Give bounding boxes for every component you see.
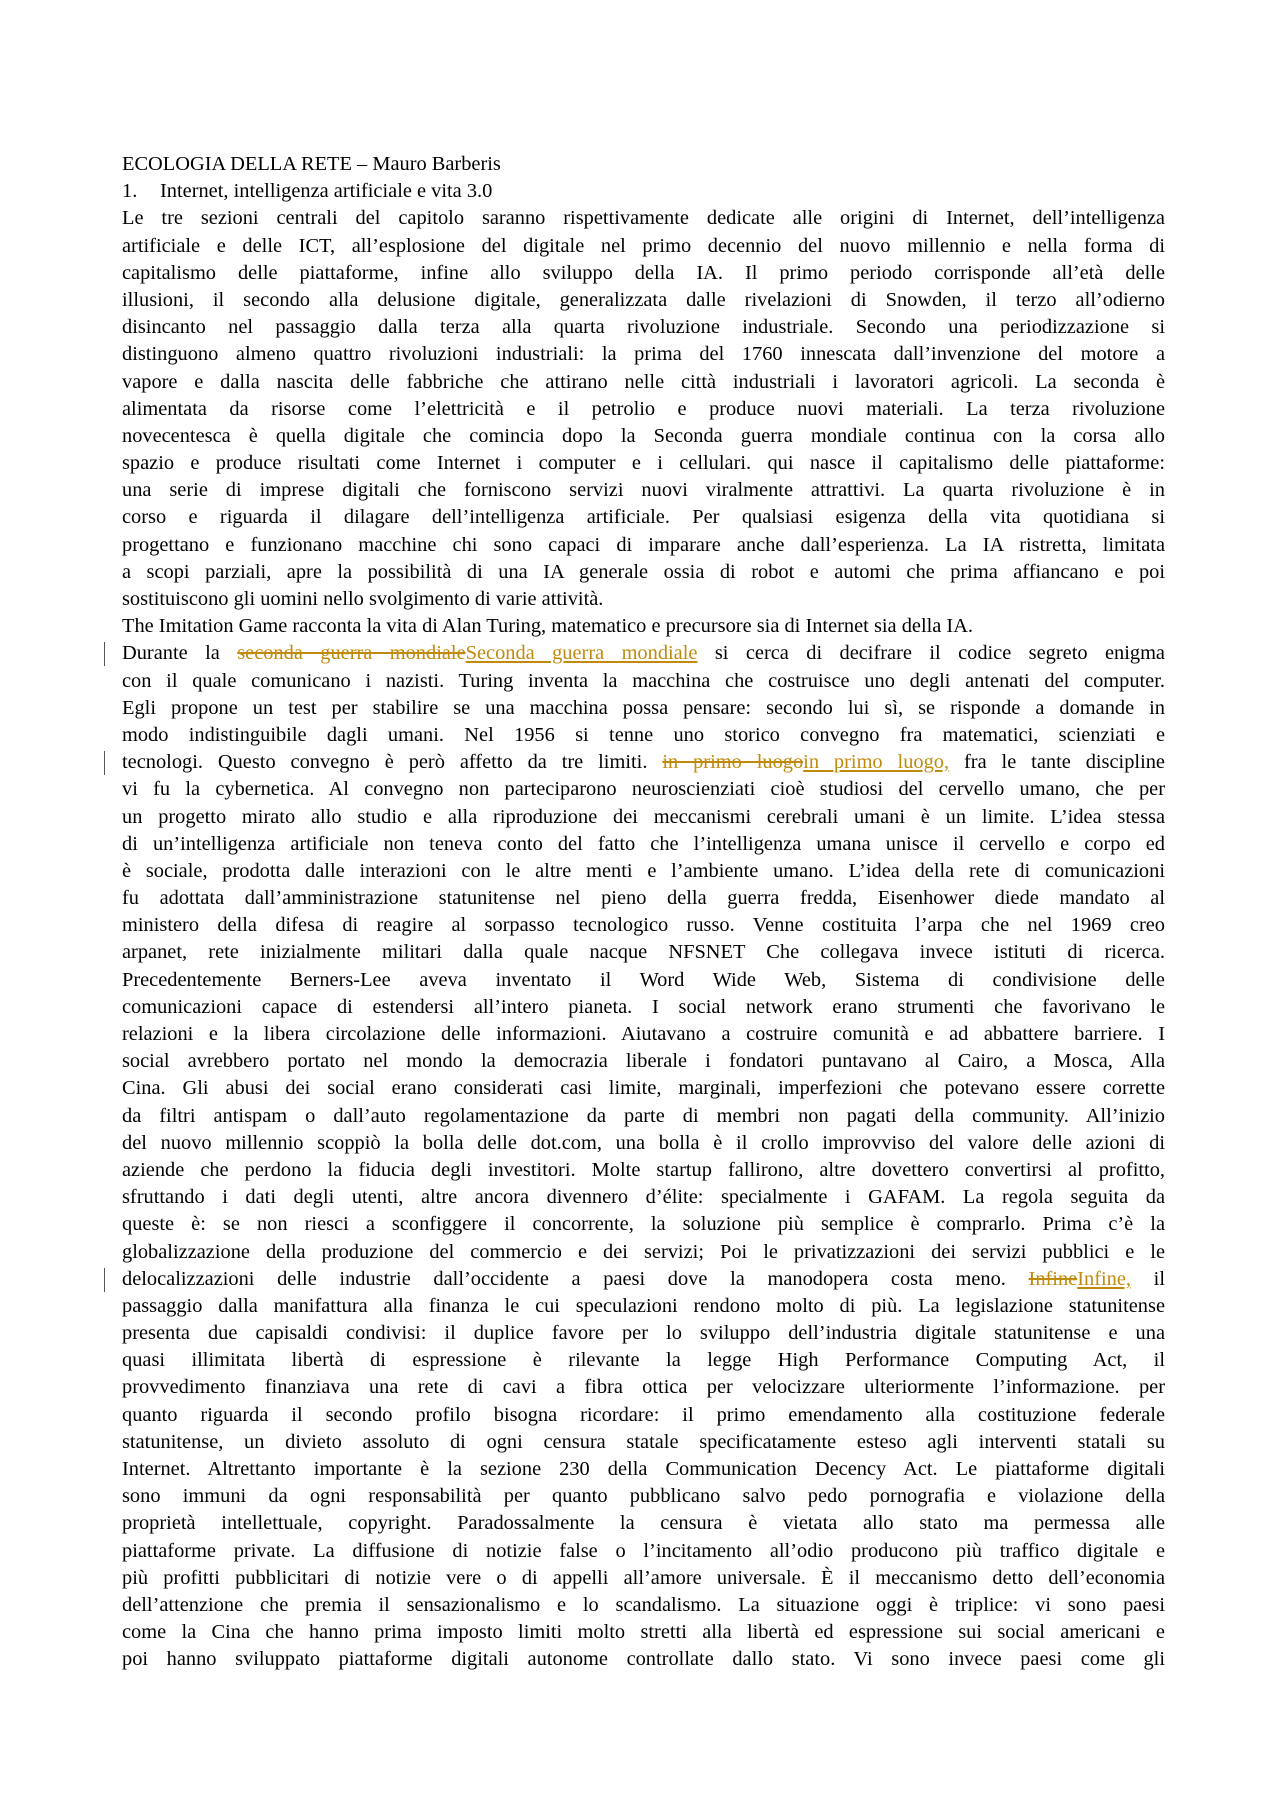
paragraph-line: sono immuni da ogni responsabilità per quanto pubblicano salvo pedo pornografia e violazione della (122, 1485, 1165, 1508)
paragraph-line: proprietà intellettuale, copyright. Paradossalmente la censura è vietata allo stato ma permessa alle (122, 1512, 1165, 1535)
tracked-insertion: Infine, (1077, 1267, 1132, 1290)
paragraph-line: aziende che perdono la fiducia degli investitori. Molte startup fallirono, altre dovettero convertirsi al profitto, (122, 1158, 1165, 1181)
paragraph-line: illusioni, il secondo alla delusione digitale, generalizzata dalle rivelazioni di Snowden, il terzo all’odierno (122, 288, 1165, 311)
paragraph-line: fu adottata dall’amministrazione statunitense nel pieno della guerra fredda, Eisenhower diede mandato al (122, 887, 1165, 910)
tracked-deletion: Infine (1028, 1267, 1078, 1290)
paragraph-line: sostituiscono gli uomini nello svolgimento di varie attività. (122, 588, 604, 610)
paragraph-line: da filtri antispam o dall’auto regolamentazione da parte di membri non pagati della community. All’inizio (122, 1104, 1165, 1127)
paragraph-line: relazioni e la libera circolazione delle informazioni. Aiutavano a costruire comunità e ad abbattere barriere. I (122, 1023, 1165, 1045)
paragraph-line: presenta due capisaldi condivisi: il duplice favore per lo sviluppo dell’industria digitale statunitense e una (122, 1322, 1165, 1345)
document-body (122, 151, 1165, 1674)
paragraph-line: tecnologi. Questo convegno è però affetto da tre limiti. in primo luogoin primo luogo, fra le tante discipline (122, 751, 1165, 774)
paragraph-line: più profitti pubblicitari di notizie vere o di appelli all’amore universale. È il meccanismo detto dell’economia (122, 1566, 1165, 1589)
paragraph-block (122, 668, 1165, 750)
paragraph-block (122, 205, 1165, 640)
paragraph-line: dell’attenzione che premia il sensazionalismo e lo scandalismo. La situazione oggi è triplice: vi sono paesi (122, 1593, 1165, 1616)
paragraph-line: alimentata da risorse come l’elettricità e il petrolio e produce nuovi materiali. La terza rivoluzione (122, 397, 1165, 420)
paragraph-line: Durante la seconda guerra mondialeSeconda guerra mondiale si cerca di decifrare il codice segreto enigma (122, 642, 1165, 665)
change-bar (104, 642, 105, 666)
paragraph-line: un progetto mirato allo studio e alla riproduzione dei meccanismi cerebrali umani è un limite. L’idea stessa (122, 805, 1165, 828)
paragraph-line: con il quale comunicano i nazisti. Turing inventa la macchina che costruisce uno degli antenati del computer. (122, 669, 1165, 692)
paragraph-line: novecentesca è quella digitale che comincia dopo la Seconda guerra mondiale continua con la corsa allo (122, 424, 1165, 447)
section-heading (122, 178, 1165, 205)
document-title: ECOLOGIA DELLA RETE – Mauro Barberis (122, 153, 501, 175)
paragraph-line: vapore e dalla nascita delle fabbriche che attirano nelle città industriali i lavoratori agricoli. La seconda è (122, 370, 1165, 393)
paragraph-line: The Imitation Game racconta la vita di Alan Turing, matematico e precursore sia di Internet sia della IA. (122, 615, 974, 638)
paragraph-line: passaggio dalla manifattura alla finanza le cui speculazioni rendono molto di più. La legislazione statunitense (122, 1294, 1165, 1317)
paragraph-block (122, 1293, 1165, 1674)
paragraph-line: progettano e funzionano macchine chi sono capaci di imparare anche dall’esperienza. La IA ristretta, limitata (122, 533, 1165, 556)
paragraph-line: quasi illimitata libertà di espressione è rilevante la legge High Performance Computing Act, il (122, 1349, 1165, 1372)
paragraph-line: a scopi parziali, apre la possibilità di una IA generale ossia di robot e automi che prima affiancano e poi (122, 560, 1165, 583)
paragraph-line: corso e riguarda il dilagare dell’intelligenza artificiale. Per qualsiasi esigenza della vita quotidiana si (122, 506, 1165, 529)
section-number: 1. (122, 180, 138, 203)
section-title: Internet, intelligenza artificiale e vita 3.0 (160, 180, 493, 203)
paragraph-line: è sociale, prodotta dalle interazioni con le altre menti e l’ambiente umano. L’idea della rete di comunicazioni (122, 859, 1165, 882)
change-bar (104, 1268, 105, 1292)
change-bar (104, 751, 105, 775)
tracked-insertion: in primo luogo, (803, 751, 950, 774)
paragraph-line: arpanet, rete inizialmente militari dalla quale nacque NFSNET Che collegava invece istituti di ricerca. (122, 941, 1165, 964)
paragraph-line: poi hanno sviluppato piattaforme digitali autonome controllate dallo stato. Vi sono invece paesi come gli (122, 1648, 1165, 1671)
paragraph-line: comunicazioni capace di estendersi all’intero pianeta. I social network erano strumenti che favorivano le (122, 995, 1165, 1018)
paragraph-block (122, 776, 1165, 1265)
paragraph-line: piattaforme private. La diffusione di notizie false o l’incitamento all’odio producono più traffico digitale e (122, 1539, 1165, 1562)
paragraph-line: distinguono almeno quattro rivoluzioni industriali: la prima del 1760 innescata dall’invenzione del motore a (122, 343, 1165, 366)
paragraph-line: statunitense, un divieto assoluto di ogni censura statale specificatamente esteso agli interventi statali su (122, 1430, 1165, 1453)
paragraph-line: globalizzazione della produzione del commercio e dei servizi; Poi le privatizzazioni dei servizi pubblici e le (122, 1240, 1165, 1263)
paragraph-line: Precedentemente Berners-Lee aveva inventato il Word Wide Web, Sistema di condivisione delle (122, 968, 1165, 991)
paragraph-line: quanto riguarda il secondo profilo bisogna ricordare: il primo emendamento alla costituzione federale (122, 1403, 1165, 1426)
paragraph-line: una serie di imprese digitali che forniscono servizi nuovi viralmente attrattivi. La quarta rivoluzione è in (122, 479, 1165, 502)
paragraph-line: queste è: se non riesci a sconfiggere il concorrente, la soluzione più semplice è comprarlo. Prima c’è la (122, 1213, 1165, 1236)
paragraph-line: Internet. Altrettanto importante è la sezione 230 della Communication Decency Act. Le piattaforme digitali (122, 1458, 1165, 1480)
tracked-deletion: seconda guerra mondiale (237, 642, 466, 665)
paragraph-line: disincanto nel passaggio dalla terza alla quarta rivoluzione industriale. Secondo una periodizzazione si (122, 316, 1165, 339)
paragraph-line: di un’intelligenza artificiale non teneva conto del fatto che l’intelligenza umana unisce il cervello e corpo ed (122, 832, 1165, 855)
paragraph-line: ministero della difesa di reagire al sorpasso tecnologico russo. Venne costituita l’arpa che nel 1969 creo (122, 914, 1165, 937)
paragraph-line: spazio e produce risultati come Internet i computer e i cellulari. qui nasce il capitalismo delle piattaforme: (122, 452, 1165, 475)
tracked-deletion: in primo luogo (662, 751, 804, 774)
paragraph-line: delocalizzazioni delle industrie dall’occidente a paesi dove la manodopera costa meno. InfineInfine, il (122, 1267, 1165, 1290)
tracked-insertion: Seconda guerra mondiale (465, 642, 698, 665)
paragraph-line: del nuovo millennio scoppiò la bolla delle dot.com, una bolla è il crollo improvviso del valore delle azioni di (122, 1131, 1165, 1154)
paragraph-line: sfruttando i dati degli utenti, altre ancora divennero d’élite: specialmente i GAFAM. La regola seguita da (122, 1186, 1165, 1209)
paragraph-line: capitalismo delle piattaforme, infine allo sviluppo della IA. Il primo periodo corrisponde all’età delle (122, 261, 1165, 284)
paragraph-line: social avrebbero portato nel mondo la democrazia liberale i fondatori puntavano al Cairo, a Mosca, Alla (122, 1050, 1165, 1073)
paragraph-line: artificiale e delle ICT, all’esplosione del digitale nel primo decennio del nuovo millennio e nella forma di (122, 234, 1165, 257)
paragraph-line: vi fu la cybernetica. Al convegno non parteciparono neuroscienziati cioè studiosi del cervello umano, che per (122, 778, 1165, 801)
paragraph-line: provvedimento finanziava una rete di cavi a fibra ottica per velocizzare ulteriormente l’informazione. per (122, 1376, 1165, 1399)
paragraph-line: Le tre sezioni centrali del capitolo saranno rispettivamente dedicate alle origini di Internet, dell’intelligenza (122, 207, 1165, 230)
paragraph-line: Egli propone un test per stabilire se una macchina possa pensare: secondo lui sì, se risponde a domande in (122, 696, 1165, 719)
paragraph-line: Cina. Gli abusi dei social erano considerati casi limite, marginali, imperfezioni che potevano essere corrette (122, 1077, 1165, 1100)
paragraph-line: modo indistinguibile dagli umani. Nel 1956 si tenne uno storico convegno fra matematici, scienziati e (122, 723, 1165, 746)
paragraph-line: come la Cina che hanno prima imposto limiti molto stretti alla libertà ed espressione sui social americani e (122, 1621, 1165, 1644)
